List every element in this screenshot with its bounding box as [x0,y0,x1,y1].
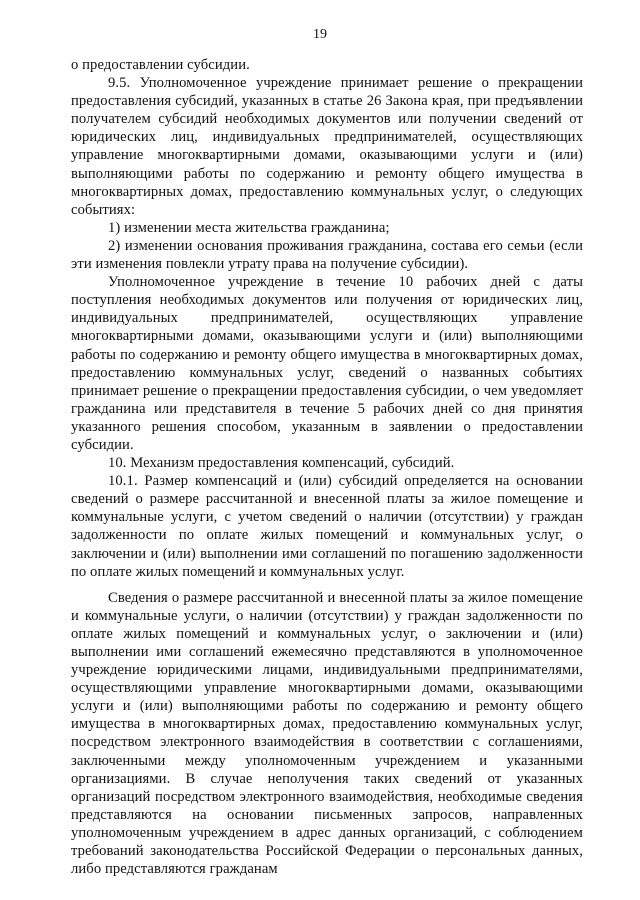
page-body [71,56,583,878]
paragraph-continuation: о предоставлении субсидии. [71,57,250,73]
paragraph-decision-notice: Уполномоченное учреждение в течение 10 рабочих дней с даты поступления необходимых документов или получения от юридических лиц, индивидуальных предпринимателей, осуществляющих управление многоквартирными домами, оказывающими услуги и (или) выполняющими работы по содержанию и ремонту общего имущества в многоквартирных домах, предоставлению коммунальных услуг, сведений о названных событиях принимает решение о прекращении предоставления субсидии, о чем уведомляет гражданина или представителя в течение 5 рабочих дней со дня принятия указанного решения способом, указанным в заявлении о предоставлении субсидии. [71,274,583,453]
paragraph-10-1: 10.1. Размер компенсаций и (или) субсидий определяется на основании сведений о размере рассчитанной и внесенной платы за жилое помещение и коммунальные услуги, с учетом сведений о наличии (отсутствии) у граждан задолженности по оплате жилых помещений и коммунальных услуг, о заключении и (или) выполнении ими соглашений по погашению задолженности по оплате жилых помещений и коммунальных услуг. [71,473,583,580]
list-item-2: 2) изменении основания проживания гражданина, состава его семьи (если эти изменения повлекли утрату права на получение субсидии). [71,237,583,273]
paragraph-information-exchange: Сведения о размере рассчитанной и внесенной платы за жилое помещение и коммунальные услуги, о наличии (отсутствии) у граждан задолженности по оплате жилых помещений и коммунальных услуг, о заключении и (или) выполнении ими соглашений ежемесячно представляются в уполномоченное учреждение юридическими лицами, индивидуальными предпринимателями, осуществляющими управление многоквартирными домами, оказывающими услуги и (или) выполняющими работы по содержанию и ремонту общего имущества в многоквартирных домах, предоставлению коммунальных услуг, посредством электронного взаимодействия в соответствии с соглашениями, заключенными между уполномоченным учреждением и указанными организациями. В случае неполучения таких сведений от указанных организаций посредством электронного взаимодействия, необходимые сведения представляются на основании письменных запросов, направленных уполномоченным учреждением в адрес данных организаций, с соблюдением требований законодательства Российской Федерации о персональных данных, либо представляются гражданам [71,589,583,878]
list-item-1: 1) изменении места жительства гражданина; [108,219,390,236]
section-heading-10: 10. Механизм предоставления компенсаций, субсидий. [108,455,455,472]
paragraph-9-5: 9.5. Уполномоченное учреждение принимает решение о прекращении предоставления субсидий, указанных в статье 26 Закона края, при предъявлении получателем субсидий необходимых документов или получении сведений от юридических лиц, индивидуальных предпринимателей, осуществляющих управление многоквартирными домами, оказывающими услуги и (или) выполняющими работы по содержанию и ремонту общего имущества в многоквартирных домах, предоставлению коммунальных услуг, о следующих событиях: [71,75,583,218]
page-number: 19 [313,27,327,42]
paragraph-gap [71,581,583,589]
